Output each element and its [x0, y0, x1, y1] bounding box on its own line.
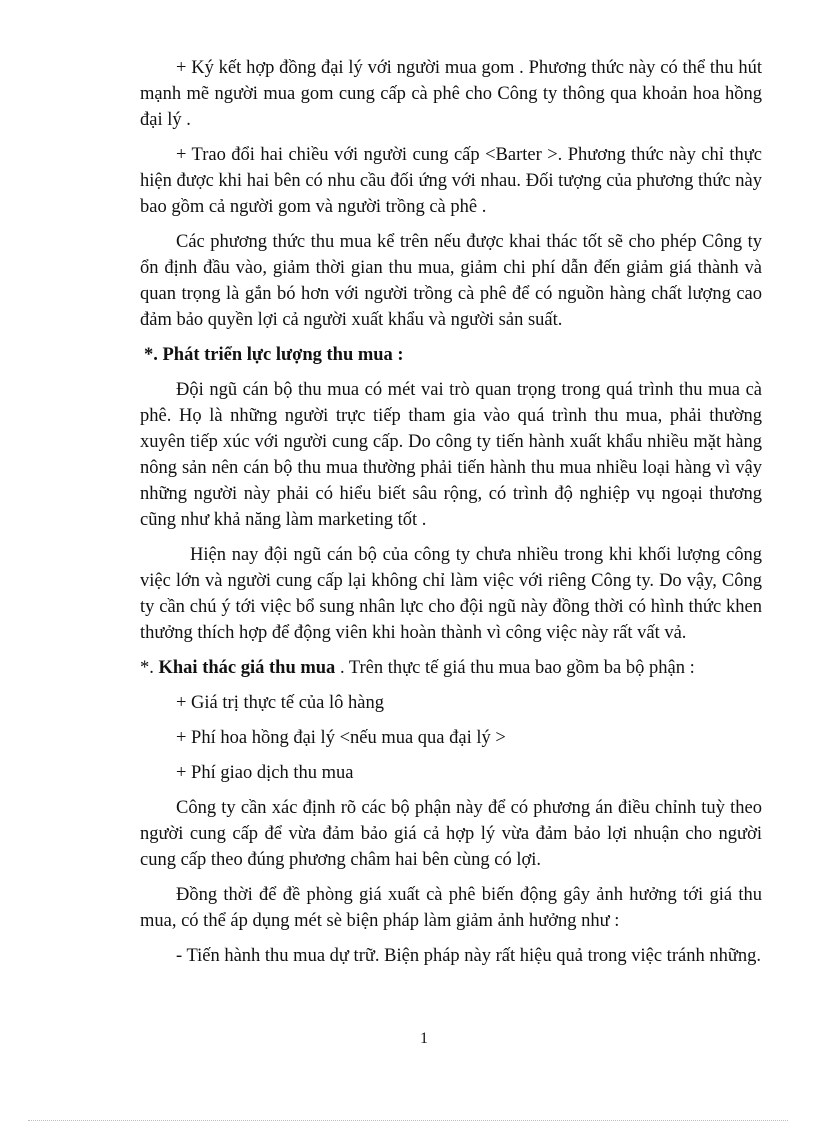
paragraph-price-components: Công ty cần xác định rõ các bộ phận này để có phương án điều chỉnh tuỳ theo người cung cấp để vừa đảm bảo giá cả hợp lý vừa đảm bảo lợi nhuận cho người cung cấp theo đúng phương châm hai bên cùng có lợi. [140, 798, 762, 870]
heading-purchase-price [140, 655, 762, 681]
paragraph-purchasing-staff: Đội ngũ cán bộ thu mua có mét vai trò quan trọng trong quá trình thu mua cà phê. Họ là những người trực tiếp tham gia vào quá trình thu mua, phải thường xuyên tiếp xúc với người cung cấp. Do công ty tiến hành xuất khẩu nhiều mặt hàng nông sản nên cán bộ thu mua thường phải tiến hành thu mua nhiều loại hàng vì vậy những người này phải có hiểu biết sâu rộng, có trình độ nghiệp vụ ngoại thương cũng như khả năng làm marketing tốt . [140, 380, 762, 530]
page-bottom-divider [28, 1120, 788, 1121]
heading-purchase-price-bold: Khai thác giá thu mua [158, 658, 336, 678]
paragraph-barter: + Trao đổi hai chiều với người cung cấp <Barter >. Phương thức này chỉ thực hiện được khi hai bên có nhu cầu đối ứng với nhau. Đối tượng của phương thức này bao gồm cả người gom và người trồng cà phê . [140, 145, 762, 217]
document-body [140, 55, 762, 978]
page-number: 1 [420, 1030, 428, 1047]
heading-develop-purchasing-force-text: *. Phát triển lực lượng thu mua : [144, 345, 404, 365]
list-item-agent-commission: + Phí hoa hồng đại lý <nếu mua qua đại lý > [176, 728, 506, 748]
heading-develop-purchasing-force [140, 342, 762, 368]
list-item-actual-value: + Giá trị thực tế của lô hàng [176, 693, 384, 713]
heading-purchase-price-rest: . Trên thực tế giá thu mua bao gồm ba bộ phận : [335, 658, 695, 678]
paragraph-current-staff: Hiện nay đội ngũ cán bộ của công ty chưa nhiều trong khi khối lượng công việc lớn và người cung cấp lại không chỉ làm việc với riêng Công ty. Do vậy, Công ty cần chú ý tới việc bổ sung nhân lực cho đội ngũ này đồng thời có hình thức khen thưởng thích hợp để động viên khi hoàn thành vì công việc này rất vất vả. [140, 545, 762, 643]
list-item-transaction-fee: + Phí giao dịch thu mua [176, 763, 354, 783]
paragraph-reserve-purchase: - Tiến hành thu mua dự trữ. Biện pháp này rất hiệu quả trong việc tránh những. [176, 946, 761, 966]
paragraph-price-fluctuation: Đồng thời để đề phòng giá xuất cà phê biến động gây ảnh hưởng tới giá thu mua, có thể áp dụng mét sè biện pháp làm giảm ảnh hưởng như : [140, 885, 762, 931]
paragraph-purchase-methods: Các phương thức thu mua kể trên nếu được khai thác tốt sẽ cho phép Công ty ổn định đầu vào, giảm thời gian thu mua, giảm chi phí dẫn đến giảm giá thành và quan trọng là gắn bó hơn với người trồng cà phê để có nguồn hàng chất lượng cao đảm bảo quyền lợi cả người xuất khẩu và người sản suất. [140, 232, 762, 330]
paragraph-agent-contract: + Ký kết hợp đồng đại lý với người mua gom . Phương thức này có thể thu hút mạnh mẽ người mua gom cung cấp cà phê cho Công ty thông qua khoản hoa hồng đại lý . [140, 58, 762, 130]
heading-purchase-price-prefix: *. [140, 658, 159, 678]
